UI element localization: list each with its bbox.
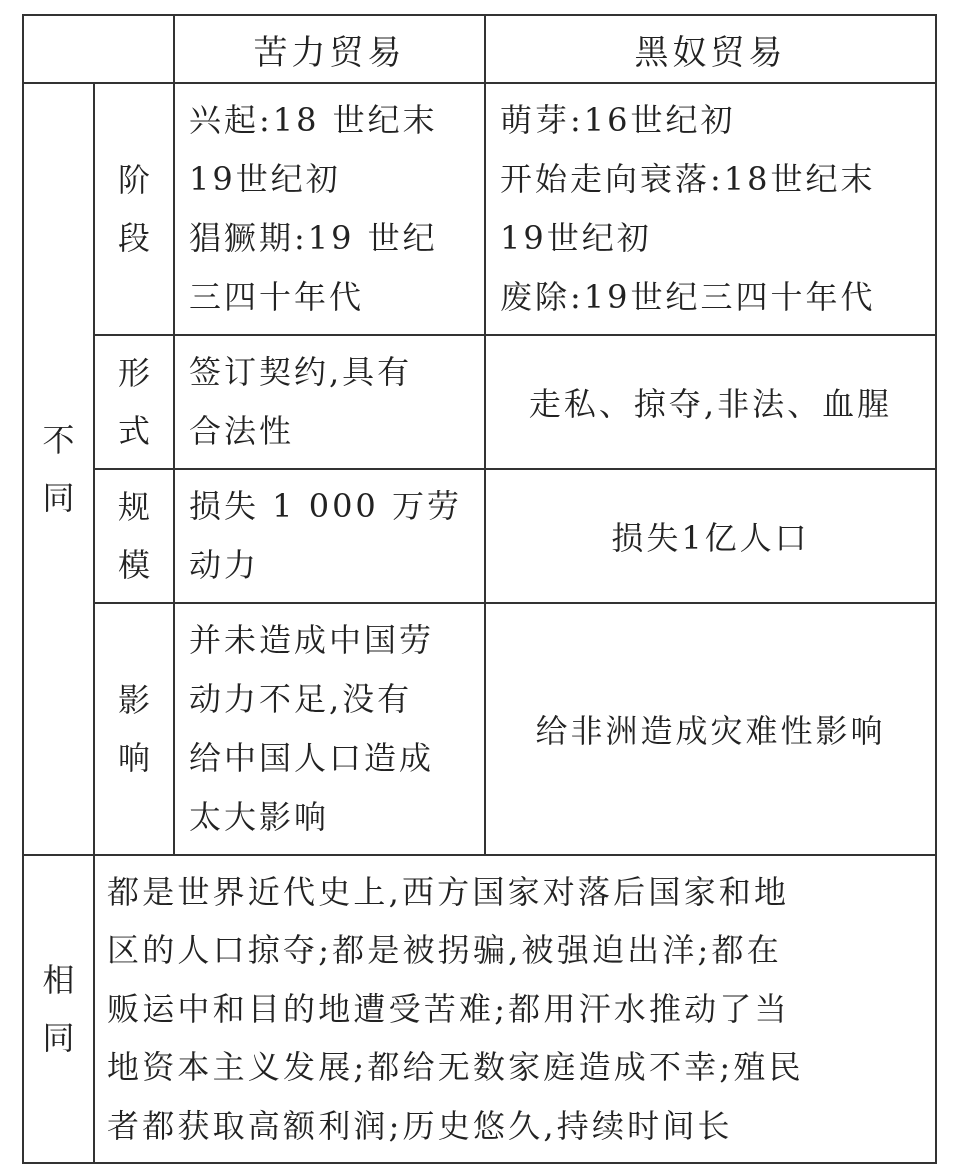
- impact-slave-cell: 给非洲造成灾难性影响: [485, 603, 936, 855]
- row-label-stage: 阶 段: [94, 83, 174, 335]
- row-impact: [23, 603, 936, 855]
- form-coolie-cell: 签订契约,具有 合法性: [174, 335, 485, 469]
- group-label-different: 不 同: [23, 83, 94, 855]
- scale-coolie-cell: 损失 1 000 万劳 动力: [174, 469, 485, 603]
- row-stage: [23, 83, 936, 335]
- stage-coolie-cell: 兴起:18 世纪末 19世纪初 猖獗期:19 世纪 三四十年代: [174, 83, 485, 335]
- header-blank-cell: [23, 15, 174, 83]
- group-label-same: 相 同: [23, 855, 94, 1163]
- header-slave-trade: 黑奴贸易: [485, 15, 936, 83]
- row-form: [23, 335, 936, 469]
- impact-coolie-cell: 并未造成中国劳 动力不足,没有 给中国人口造成 太大影响: [174, 603, 485, 855]
- header-row: [23, 15, 936, 83]
- scale-slave-cell: 损失1亿人口: [485, 469, 936, 603]
- row-label-impact: 影 响: [94, 603, 174, 855]
- row-label-form: 形 式: [94, 335, 174, 469]
- same-text-cell: 都是世界近代史上,西方国家对落后国家和地 区的人口掠夺;都是被拐骗,被强迫出洋;都在 贩运中和目的地遭受苦难;都用汗水推动了当 地资本主义发展;都给无数家庭造成不幸;殖民 者都获取高额利润;历史悠久,持续时间长: [94, 855, 936, 1163]
- row-scale: [23, 469, 936, 603]
- row-same: [23, 855, 936, 1163]
- row-label-scale: 规 模: [94, 469, 174, 603]
- form-slave-cell: 走私、掠夺,非法、血腥: [485, 335, 936, 469]
- stage-slave-cell: 萌芽:16世纪初 开始走向衰落:18世纪末 19世纪初 废除:19世纪三四十年代: [485, 83, 936, 335]
- header-coolie-trade: 苦力贸易: [174, 15, 485, 83]
- comparison-table: [22, 14, 937, 1164]
